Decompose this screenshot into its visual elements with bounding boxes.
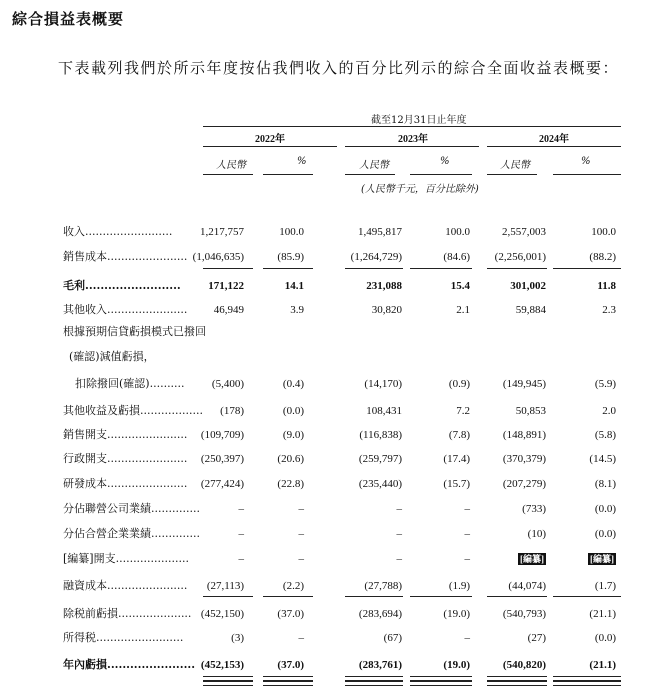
- cell-pct-2023: –: [464, 503, 470, 515]
- cell-rmb-2022: (1,046,635): [192, 251, 244, 263]
- subhdr-rule-5: [487, 174, 537, 175]
- cell-rmb-2022: –: [238, 503, 244, 515]
- cell-pct-2022: (9.0): [282, 429, 304, 441]
- cell-pct-2024: (88.2): [589, 251, 616, 263]
- cell-pct-2024: [588, 549, 616, 569]
- subtotal-rule: [553, 596, 621, 597]
- cell-pct-2024: (21.1): [589, 608, 616, 620]
- table-row: [0, 524, 660, 544]
- cell-rmb-2023: 231,088: [366, 280, 402, 292]
- total-double-rule: [203, 681, 253, 686]
- cell-pct-2023: 7.2: [456, 405, 470, 417]
- subhdr-rule-6: [553, 174, 621, 175]
- cell-rmb-2023: (259,797): [358, 453, 402, 465]
- cell-rmb-2022: (250,397): [200, 453, 244, 465]
- cell-pct-2024: (5.8): [594, 429, 616, 441]
- subtotal-rule: [263, 268, 313, 269]
- cell-pct-2023: (19.0): [443, 608, 470, 620]
- cell-rmb-2022: (452,150): [200, 608, 244, 620]
- cell-pct-2022: 14.1: [284, 280, 304, 292]
- subtotal-rule: [410, 268, 472, 269]
- cell-pct-2022: 100.0: [279, 226, 304, 238]
- cell-rmb-2024: (10): [527, 528, 546, 540]
- table-row: [0, 276, 660, 296]
- table-row: [0, 604, 660, 624]
- cell-pct-2024: 100.0: [591, 226, 616, 238]
- col-header-rmb-2023: 人民幣: [359, 160, 389, 171]
- table-row: [0, 549, 660, 569]
- table-row: [0, 300, 660, 320]
- cell-rmb-2024: 59,884: [515, 304, 546, 316]
- subtotal-rule: [410, 596, 472, 597]
- cell-pct-2023: (0.9): [448, 378, 470, 390]
- cell-pct-2022: 3.9: [290, 304, 304, 316]
- subhdr-rule-1: [203, 174, 253, 175]
- cell-pct-2022: (0.0): [282, 405, 304, 417]
- table-row: [0, 425, 660, 445]
- row-label: 所得税.........................: [63, 631, 184, 644]
- subhdr-rule-3: [345, 174, 395, 175]
- cell-pct-2024: 11.8: [597, 280, 616, 292]
- subtotal-rule: [345, 596, 403, 597]
- subtotal-rule: [263, 596, 313, 597]
- year-rule-2024: [487, 146, 621, 147]
- cell-pct-2023: 100.0: [445, 226, 470, 238]
- total-double-rule: [345, 681, 403, 686]
- cell-rmb-2022: (27,113): [206, 580, 244, 592]
- cell-pct-2024: 2.0: [602, 405, 616, 417]
- cell-pct-2023: –: [464, 632, 470, 644]
- row-label: 銷售成本.......................: [63, 250, 188, 263]
- cell-rmb-2024: (540,820): [502, 659, 546, 671]
- cell-rmb-2022: 171,122: [208, 280, 244, 292]
- col-header-rmb-2024: 人民幣: [500, 160, 530, 171]
- subtotal-rule: [203, 596, 253, 597]
- row-label: 研發成本.......................: [63, 477, 188, 490]
- cell-pct-2023: (19.0): [443, 659, 470, 671]
- table-row: [0, 576, 660, 596]
- row-label: 分佔合營企業業績..............: [63, 527, 200, 540]
- table-row: [0, 222, 660, 242]
- cell-pct-2022: –: [298, 528, 304, 540]
- row-label: 年內虧損.......................: [63, 658, 196, 671]
- cell-rmb-2022: (277,424): [200, 478, 244, 490]
- cell-pct-2023: (7.8): [448, 429, 470, 441]
- total-double-rule: [410, 681, 472, 686]
- subtotal-rule: [203, 268, 253, 269]
- cell-rmb-2022: 1,217,757: [200, 226, 244, 238]
- cell-pct-2024: (21.1): [589, 659, 616, 671]
- cell-rmb-2022: (178): [220, 405, 244, 417]
- row-label: 其他收益及虧損..................: [63, 404, 203, 417]
- row-label: 扣除撥回(確認)..........: [75, 377, 185, 390]
- table-row: [0, 628, 660, 648]
- cell-rmb-2024: (207,279): [502, 478, 546, 490]
- year-rule-2023: [345, 146, 479, 147]
- subtotal-rule: [487, 596, 547, 597]
- page-title: 綜合損益表概要: [12, 10, 125, 28]
- cell-pct-2024: (8.1): [594, 478, 616, 490]
- unit-note: (人民幣千元，百分比除外): [361, 184, 479, 195]
- cell-pct-2022: (37.0): [277, 659, 304, 671]
- row-label: 其他收入.......................: [63, 303, 188, 316]
- cell-rmb-2024: (148,891): [502, 429, 546, 441]
- cell-rmb-2023: –: [396, 503, 402, 515]
- cell-pct-2022: (0.4): [282, 378, 304, 390]
- cell-pct-2022: –: [298, 553, 304, 565]
- row-label: 毛利.........................: [63, 279, 181, 292]
- cell-pct-2022: (37.0): [277, 608, 304, 620]
- row-label: 分佔聯營公司業績..............: [63, 502, 200, 515]
- total-double-rule: [487, 681, 547, 686]
- cell-pct-2024: (0.0): [594, 503, 616, 515]
- cell-rmb-2023: –: [396, 528, 402, 540]
- cell-pct-2023: (1.9): [448, 580, 470, 592]
- cell-pct-2022: (85.9): [277, 251, 304, 263]
- row-label: 除税前虧損.....................: [63, 607, 192, 620]
- total-double-rule: [263, 681, 313, 686]
- table-row: [0, 401, 660, 421]
- row-label: 融資成本.......................: [63, 579, 188, 592]
- cell-rmb-2023: 1,495,817: [358, 226, 402, 238]
- cell-rmb-2023: (283,761): [358, 659, 402, 671]
- row-label: (確認)減值虧損，: [69, 350, 155, 363]
- cell-pct-2023: 2.1: [456, 304, 470, 316]
- cell-rmb-2023: (67): [383, 632, 402, 644]
- col-header-pct-2023: %: [440, 156, 450, 167]
- subhdr-rule-4: [410, 174, 472, 175]
- cell-pct-2022: (20.6): [277, 453, 304, 465]
- cell-rmb-2023: (14,170): [364, 378, 402, 390]
- cell-pct-2022: (22.8): [277, 478, 304, 490]
- cell-rmb-2024: (733): [522, 503, 546, 515]
- cell-pct-2024: (1.7): [594, 580, 616, 592]
- cell-rmb-2022: (109,709): [200, 429, 244, 441]
- cell-pct-2023: (84.6): [443, 251, 470, 263]
- cell-pct-2022: –: [298, 632, 304, 644]
- cell-rmb-2023: 108,431: [366, 405, 402, 417]
- year-header-2023: 2023年: [398, 134, 428, 145]
- cell-pct-2024: (14.5): [589, 453, 616, 465]
- cell-pct-2022: (2.2): [282, 580, 304, 592]
- cell-rmb-2024: (44,074): [508, 580, 546, 592]
- col-header-pct-2024: %: [581, 156, 591, 167]
- cell-rmb-2024: (27): [527, 632, 546, 644]
- subtotal-rule: [487, 268, 547, 269]
- cell-rmb-2022: 46,949: [213, 304, 244, 316]
- table-row: [0, 347, 660, 367]
- cell-pct-2024: (0.0): [594, 528, 616, 540]
- cell-rmb-2023: (283,694): [358, 608, 402, 620]
- period-header: 截至12月31日止年度: [371, 115, 467, 126]
- cell-rmb-2024: 50,853: [515, 405, 546, 417]
- col-header-pct-2022: %: [297, 156, 307, 167]
- cell-rmb-2022: –: [238, 553, 244, 565]
- cell-rmb-2023: (235,440): [358, 478, 402, 490]
- cell-pct-2024: 2.3: [602, 304, 616, 316]
- cell-rmb-2022: (452,153): [200, 659, 244, 671]
- table-row: [0, 499, 660, 519]
- cell-rmb-2024: (540,793): [502, 608, 546, 620]
- cell-rmb-2024: 2,557,003: [502, 226, 546, 238]
- table-row: [0, 449, 660, 469]
- year-rule-2022: [203, 146, 337, 147]
- cell-rmb-2023: –: [396, 553, 402, 565]
- table-row: [0, 322, 660, 342]
- table-row: [0, 247, 660, 267]
- redacted-badge: [編纂]: [590, 554, 614, 564]
- cell-pct-2023: –: [464, 553, 470, 565]
- redacted-badge: [編纂]: [520, 554, 544, 564]
- subhdr-rule-2: [263, 174, 313, 175]
- table-row: [0, 655, 660, 675]
- cell-pct-2023: (17.4): [443, 453, 470, 465]
- subtotal-rule: [553, 268, 621, 269]
- table-row: [0, 474, 660, 494]
- cell-rmb-2023: (116,838): [359, 429, 402, 441]
- cell-rmb-2023: 30,820: [371, 304, 402, 316]
- header-rule: [203, 126, 621, 127]
- cell-pct-2023: (15.7): [443, 478, 470, 490]
- cell-rmb-2023: (1,264,729): [350, 251, 402, 263]
- row-label: 銷售開支.......................: [63, 428, 188, 441]
- row-label: [編纂]開支.....................: [63, 552, 190, 565]
- total-double-rule: [553, 681, 621, 686]
- cell-rmb-2024: [518, 549, 546, 569]
- cell-rmb-2024: (2,256,001): [494, 251, 546, 263]
- row-label: 行政開支.......................: [63, 452, 188, 465]
- cell-rmb-2022: (3): [231, 632, 244, 644]
- year-header-2022: 2022年: [255, 134, 285, 145]
- cell-pct-2023: 15.4: [450, 280, 470, 292]
- col-header-rmb-2022: 人民幣: [216, 160, 246, 171]
- cell-rmb-2022: (5,400): [211, 378, 244, 390]
- year-header-2024: 2024年: [539, 134, 569, 145]
- cell-rmb-2023: (27,788): [364, 580, 402, 592]
- row-label: 收入.........................: [63, 225, 173, 238]
- table-row: [0, 374, 660, 394]
- intro-paragraph: 下表載列我們於所示年度按佔我們收入的百分比列示的綜合全面收益表概要：: [58, 59, 620, 77]
- cell-rmb-2024: 301,002: [510, 280, 546, 292]
- cell-rmb-2022: –: [238, 528, 244, 540]
- cell-pct-2024: (5.9): [594, 378, 616, 390]
- cell-pct-2024: (0.0): [594, 632, 616, 644]
- row-label: 根據預期信貸虧損模式已撥回: [63, 325, 206, 338]
- subtotal-rule: [345, 268, 403, 269]
- cell-rmb-2024: (370,379): [502, 453, 546, 465]
- cell-rmb-2024: (149,945): [502, 378, 546, 390]
- cell-pct-2023: –: [464, 528, 470, 540]
- cell-pct-2022: –: [298, 503, 304, 515]
